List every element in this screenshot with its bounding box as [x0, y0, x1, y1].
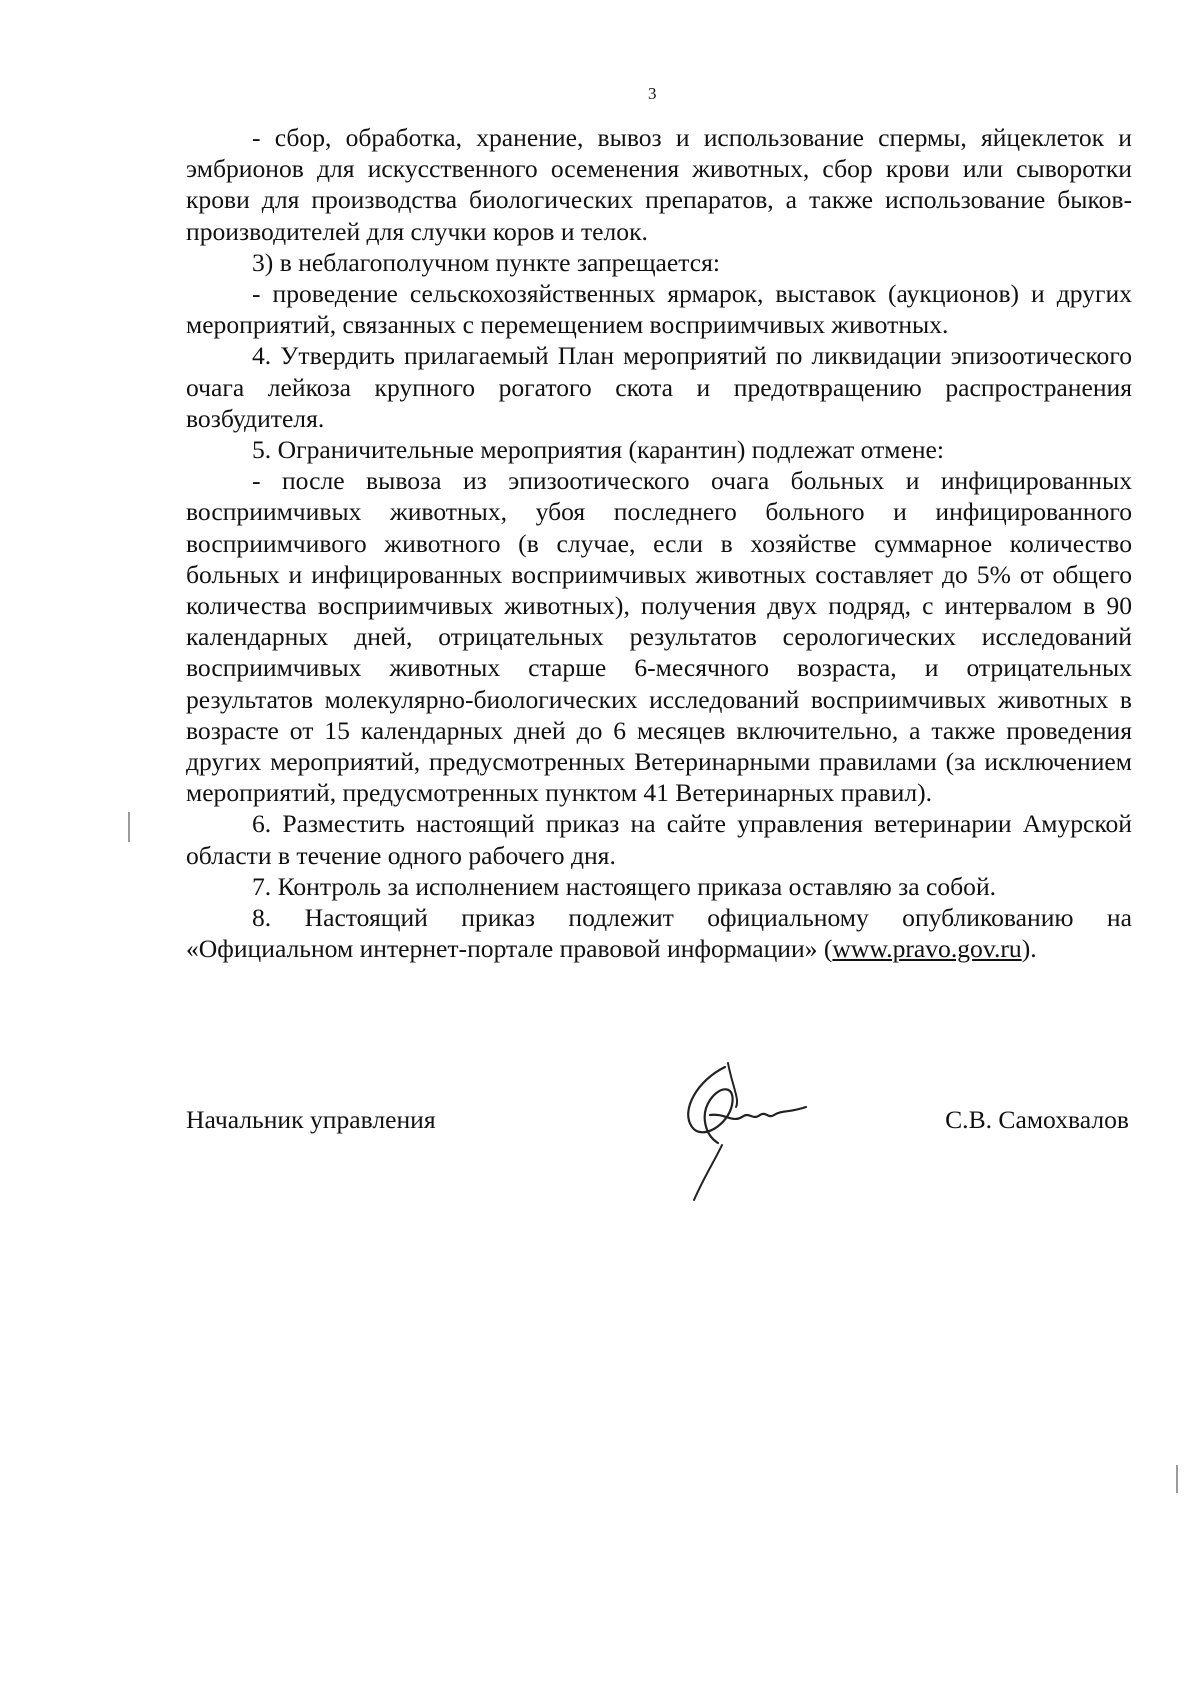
paragraph-prohibited-heading: 3) в неблагополучном пункте запрещается:	[252, 247, 721, 277]
publication-text: 8. Настоящий приказ подлежит официальному опубликованию на «Официальном интернет-портале правовой информации» (	[186, 903, 1132, 964]
signer-title: Начальник управления	[186, 1105, 436, 1134]
document-body	[186, 122, 1132, 964]
signer-name: С.В. Самохвалов	[945, 1105, 1129, 1134]
scan-artifact-left	[128, 812, 130, 842]
publication-text-end: ).	[1021, 934, 1037, 964]
pravo-link[interactable]: www.pravo.gov.ru	[832, 934, 1022, 964]
page-number: 3	[648, 84, 657, 103]
paragraph-official-publication	[186, 902, 1132, 964]
paragraph-cancel-conditions: - после вывоза из эпизоотического очага больных и инфицированных восприимчивых животных, убоя последнего больного и инфицированного восприимчивого животного (в случае, если в хозяйстве суммарное количество больных и инфицированных восприимчивых животных составляет до 5% от общего количества восприимчивых животных), получения двух подряд, с интервалом в 90 календарных дней, отрицательных результатов серологических исследований восприимчивых животных старше 6-месячного возраста, и отрицательных результатов молекулярно-биологических исследований восприимчивых животных в возрасте от 15 календарных дней до 6 месяцев включительно, а также проведения других мероприятий, предусмотренных Ветеринарными правилами (за исключением мероприятий, предусмотренных пунктом 41 Ветеринарных правил).	[186, 466, 1132, 808]
paragraph-fairs-ban: - проведение сельскохозяйственных ярмарок, выставок (аукционов) и других мероприятий, связанных с перемещением восприимчивых животных.	[186, 279, 1132, 340]
paragraph-approve-plan: 4. Утвердить прилагаемый План мероприятий по ликвидации эпизоотического очага лейкоза крупного рогатого скота и предотвращению распространения возбудителя.	[186, 341, 1132, 433]
paragraph-quarantine-cancel: 5. Ограничительные мероприятия (карантин) подлежат отмене:	[252, 435, 945, 465]
paragraph-control: 7. Контроль за исполнением настоящего приказа оставляю за собой.	[252, 871, 997, 901]
paragraph-collection-ban: - сбор, обработка, хранение, вывоз и использование спермы, яйцеклеток и эмбрионов для искусственного осеменения животных, сбор крови или сыворотки крови для производства биологических препаратов, а также использование быков-производителей для случки коров и телок.	[186, 123, 1132, 246]
handwritten-signature	[670, 1055, 830, 1205]
paragraph-publish-site: 6. Разместить настоящий приказ на сайте управления ветеринарии Амурской области в течение одного рабочего дня.	[186, 809, 1132, 870]
scan-artifact-right	[1176, 1465, 1178, 1493]
